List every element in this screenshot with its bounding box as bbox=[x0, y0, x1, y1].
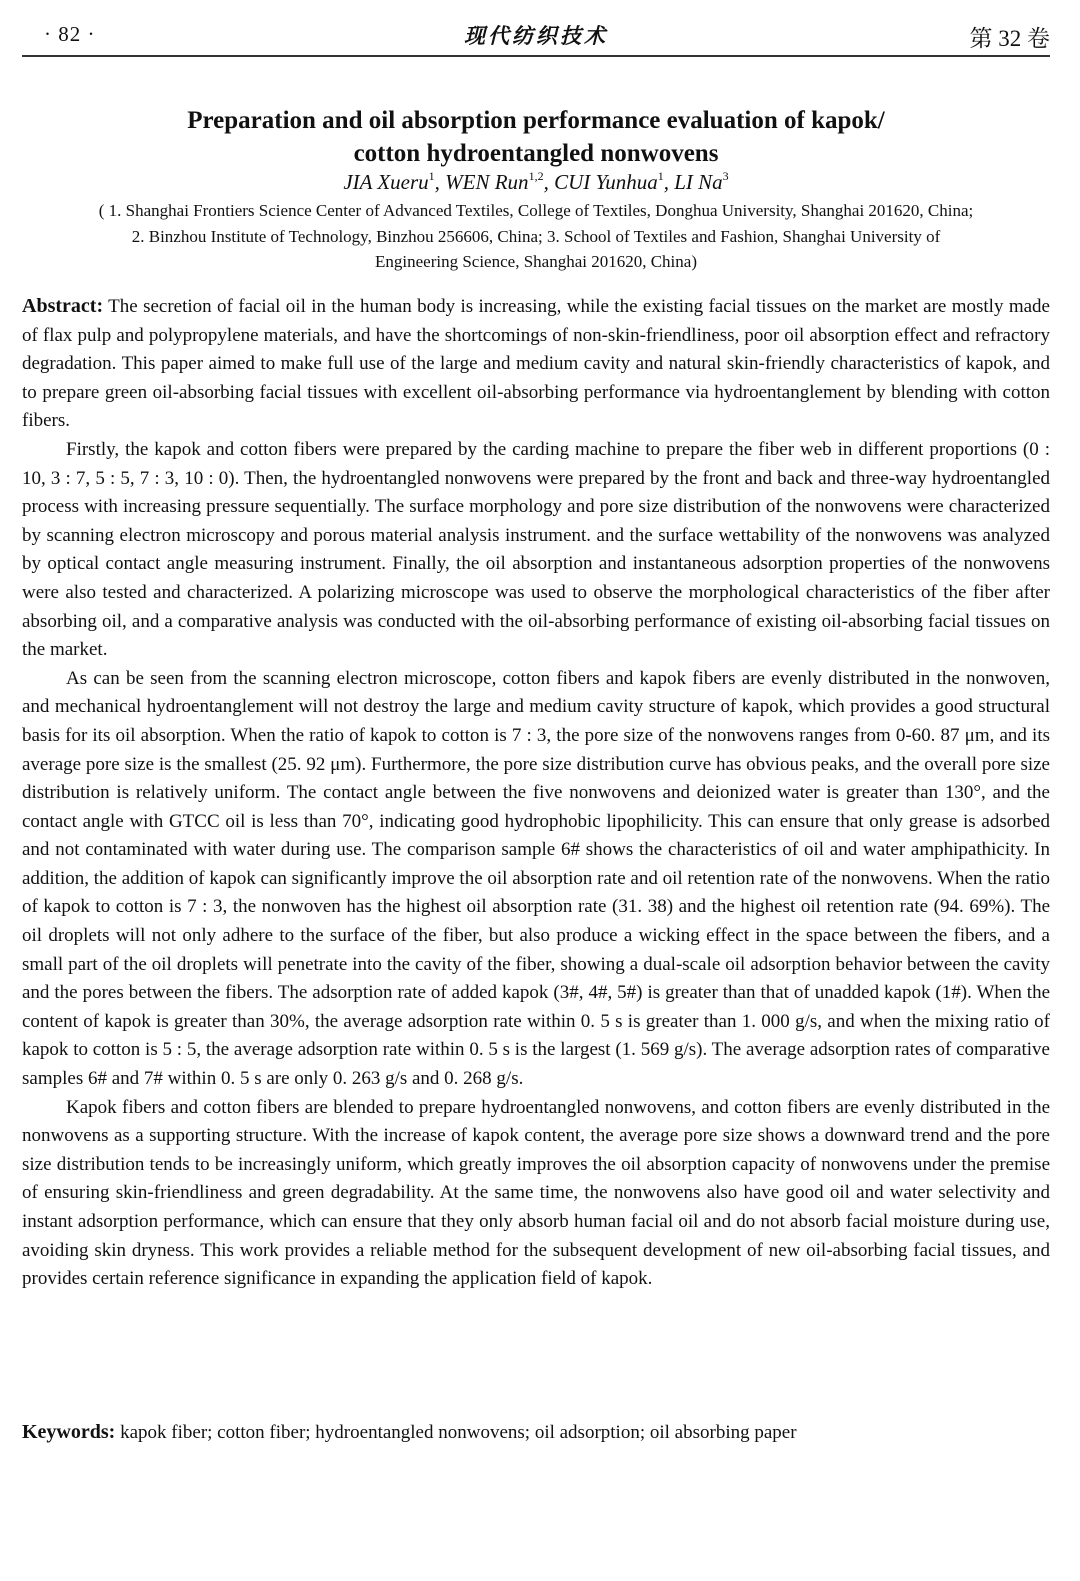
header-divider bbox=[22, 55, 1050, 57]
abstract-paragraph: Firstly, the kapok and cotton fibers were prepared by the carding machine to prepare the fiber web in different proportions (0 : 10, 3 : 7, 5 : 5, 7 : 3, 10 : 0). Then, the hydroentangled nonwovens were prepared by the front and back and three-way hydroentangled process with increasing pressure sequentially. The surface morphology and pore size distribution of the nonwovens were characterized by scanning electron microscopy and porous material analysis instrument. and the surface wettability of the nonwovens was analyzed by optical contact angle measuring instrument. Finally, the oil absorption and instantaneous adsorption properties of the nonwovens were also tested and characterized. A polarizing microscope was used to observe the morphological characteristics of the fiber after absorbing oil, and a comparative analysis was conducted with the oil-absorbing performance of existing oil-absorbing facial tissues on the market. bbox=[22, 438, 1050, 661]
affiliations bbox=[22, 198, 1050, 275]
abstract-separator: : bbox=[96, 295, 104, 317]
abstract-text: The secretion of facial oil in the human body is increasing, while the existing facial tissues on the market are mostly made of flax pulp and polypropylene materials, and have the shortcomings of non-skin-friendliness, poor oil absorption effect and refractory degradation. This paper aimed to make full use of the large and medium cavity and natural skin-friendly characteristics of kapok, and to prepare green oil-absorbing facial tissues with excellent oil-absorbing performance via hydroentanglement by blending with cotton fibers. bbox=[22, 296, 1050, 432]
keywords-text: kapok fiber; cotton fiber; hydroentangled nonwovens; oil adsorption; oil absorbing paper bbox=[120, 1422, 797, 1443]
keywords-separator: : bbox=[108, 1421, 116, 1443]
abstract-paragraph: Kapok fibers and cotton fibers are blended to prepare hydroentangled nonwovens, and cotton fibers are evenly distributed in the nonwovens as a supporting structure. With the increase of kapok content, the average pore size shows a downward trend and the pore size distribution tends to be increasingly uniform, which greatly improves the oil absorption capacity of nonwovens under the premise of ensuring skin-friendliness and green degradability. At the same time, the nonwovens also have good oil and water selectivity and instant adsorption performance, which can ensure that they only absorb human facial oil and do not absorb facial moisture during use, avoiding skin dryness. This work provides a reliable method for the subsequent development of new oil-absorbing facial tissues, and provides certain reference significance in expanding the application field of kapok. bbox=[22, 1096, 1050, 1290]
abstract-paragraph bbox=[22, 292, 1050, 436]
affiliation-line: Engineering Science, Shanghai 201620, China) bbox=[375, 252, 697, 271]
keywords-section bbox=[22, 1418, 1050, 1447]
abstract-section bbox=[22, 292, 1050, 1294]
author-name: CUI Yunhua bbox=[554, 170, 658, 194]
title-line-1: Preparation and oil absorption performance evaluation of kapok/ bbox=[187, 107, 885, 134]
author-affiliation-mark: 1 bbox=[657, 169, 664, 183]
running-header bbox=[22, 18, 1050, 52]
author-affiliation-mark: 1,2 bbox=[528, 169, 544, 183]
author-affiliation-mark: 3 bbox=[722, 169, 729, 183]
title-line-2: cotton hydroentangled nonwovens bbox=[353, 140, 719, 167]
author-name: JIA Xueru bbox=[343, 170, 429, 194]
author-list: JIA Xueru$^1$, WEN Run$^{1,2}$, CUI Yunhua$^1$, LI Na$^3$ bbox=[343, 169, 729, 194]
journal-name: 现代纺织技术 bbox=[464, 24, 608, 48]
article-title bbox=[22, 104, 1050, 170]
abstract-paragraph: As can be seen from the scanning electron microscope, cotton fibers and kapok fibers are evenly distributed in the nonwoven, and mechanical hydroentanglement will not destroy the large and medium cavity structure of kapok, which provides a good structural basis for its oil absorption. When the ratio of kapok to cotton is 7 : 3, the pore size of the nonwovens ranges from 0-60. 87 μm, and its average pore size is the smallest (25. 92 μm). Furthermore, the pore size distribution curve has obvious peaks, and the overall pore size distribution is relatively uniform. The contact angle between the five nonwovens and deionized water is greater than 130°, and the contact angle with GTCC oil is less than 70°, indicating good hydrophobic lipophilicity. This can ensure that only grease is adsorbed and not contaminated with water during use. The comparison sample 6# shows the characteristics of oil and water amphipathicity. In addition, the addition of kapok can significantly improve the oil absorption rate and oil retention rate of the nonwovens. When the ratio of kapok to cotton is 7 : 3, the nonwoven has the highest oil absorption rate (31. 38) and the highest oil retention rate (94. 69%). The oil droplets will not only adhere to the surface of the fiber, but also produce a wicking effect in the space between the fibers, and a small part of the oil droplets will penetrate into the cavity of the fiber, showing a dual-scale oil adsorption behavior between the cavity and the pores between the fibers. The adsorption rate of added kapok (3#, 4#, 5#) is greater than that of unadded kapok (1#). When the content of kapok is greater than 30%, the average adsorption rate within 0. 5 s is greater than 1. 000 g/s, and when the mixing ratio of kapok to cotton is 5 : 5, the average adsorption rate within 0. 5 s is the largest (1. 569 g/s). The average adsorption rates of comparative samples 6# and 7# within 0. 5 s are only 0. 263 g/s and 0. 268 g/s. bbox=[22, 667, 1051, 1090]
affiliation-line: 2. Binzhou Institute of Technology, Binzhou 256606, China; 3. School of Textiles and Fashion, Shanghai University of bbox=[131, 226, 941, 246]
author-affiliation-mark: 1 bbox=[428, 169, 435, 183]
author-name: LI Na bbox=[674, 170, 723, 194]
volume-label: 第 32 卷 bbox=[969, 26, 1050, 51]
affiliation-line: ( 1. Shanghai Frontiers Science Center of Advanced Textiles, College of Textiles, Donghua University, Shanghai 201620, China; bbox=[98, 201, 974, 220]
keywords-label: Keywords bbox=[22, 1421, 109, 1443]
abstract-label: Abstract bbox=[22, 295, 97, 317]
page-number: · 82 · bbox=[44, 22, 96, 46]
author-name: WEN Run bbox=[445, 170, 529, 194]
